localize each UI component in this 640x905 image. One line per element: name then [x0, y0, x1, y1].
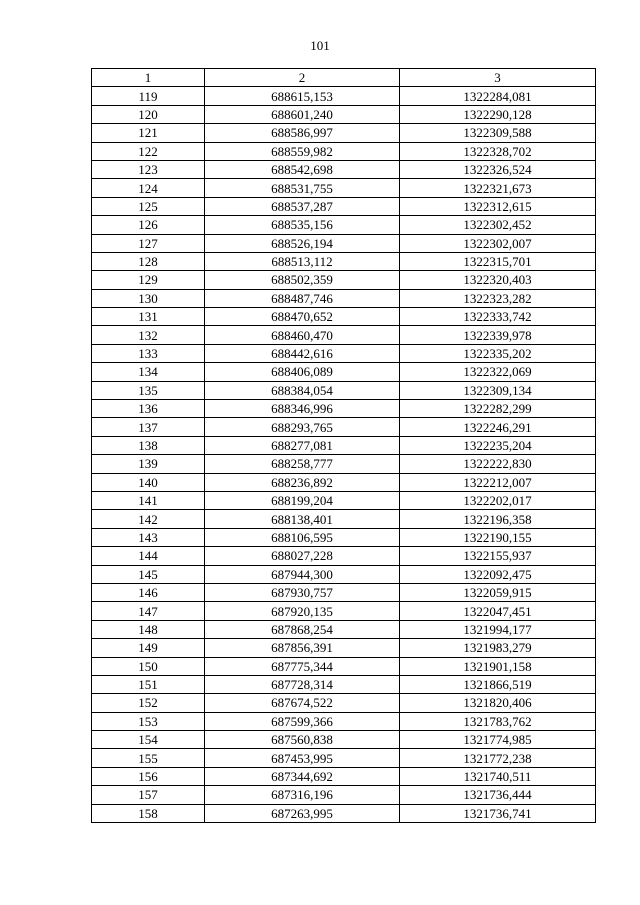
table-cell-col-2: 688535,156	[205, 216, 400, 234]
table-row	[92, 160, 596, 178]
table-row	[92, 252, 596, 270]
table-row	[92, 400, 596, 418]
table-cell-col-2: 687944,300	[205, 565, 400, 583]
table-row	[92, 528, 596, 546]
table-row	[92, 473, 596, 491]
table-cell-col-2: 688293,765	[205, 418, 400, 436]
table-cell-col-2: 687930,757	[205, 583, 400, 601]
table-cell-col-1: 146	[92, 583, 205, 601]
table-cell-col-2: 687316,196	[205, 786, 400, 804]
table-cell-col-1: 144	[92, 547, 205, 565]
table-cell-col-2: 688106,595	[205, 528, 400, 546]
table-cell-col-2: 687344,692	[205, 767, 400, 785]
table-cell-col-2: 688236,892	[205, 473, 400, 491]
table-cell-col-1: 149	[92, 639, 205, 657]
table-cell-col-2: 688487,746	[205, 289, 400, 307]
table-cell-col-3: 1322246,291	[400, 418, 596, 436]
header-row	[92, 69, 596, 87]
table-cell-col-1: 158	[92, 804, 205, 822]
table-cell-col-2: 688138,401	[205, 510, 400, 528]
table-cell-col-1: 156	[92, 767, 205, 785]
table-row	[92, 657, 596, 675]
table-cell-col-1: 127	[92, 234, 205, 252]
header-col-3: 3	[400, 69, 596, 87]
table-row	[92, 602, 596, 620]
table-cell-col-3: 1322222,830	[400, 455, 596, 473]
table-cell-col-3: 1322092,475	[400, 565, 596, 583]
table-cell-col-2: 688542,698	[205, 160, 400, 178]
table-row	[92, 565, 596, 583]
table-cell-col-1: 137	[92, 418, 205, 436]
table-row	[92, 216, 596, 234]
table-cell-col-2: 688258,777	[205, 455, 400, 473]
table-cell-col-3: 1321820,406	[400, 694, 596, 712]
table-cell-col-2: 688615,153	[205, 87, 400, 105]
table-cell-col-2: 688537,287	[205, 197, 400, 215]
table-cell-col-3: 1322312,615	[400, 197, 596, 215]
table-cell-col-3: 1322155,937	[400, 547, 596, 565]
table-row	[92, 289, 596, 307]
table-row	[92, 694, 596, 712]
table-cell-col-2: 688586,997	[205, 124, 400, 142]
table-cell-col-2: 688346,996	[205, 400, 400, 418]
table-cell-col-3: 1321736,444	[400, 786, 596, 804]
table-cell-col-2: 687868,254	[205, 620, 400, 638]
table-cell-col-3: 1321901,158	[400, 657, 596, 675]
table-cell-col-1: 142	[92, 510, 205, 528]
table-row	[92, 87, 596, 105]
table-cell-col-1: 123	[92, 160, 205, 178]
table-row	[92, 547, 596, 565]
table-cell-col-1: 141	[92, 491, 205, 509]
table-cell-col-3: 1322328,702	[400, 142, 596, 160]
table-row	[92, 455, 596, 473]
table-cell-col-3: 1322315,701	[400, 252, 596, 270]
table-cell-col-2: 688526,194	[205, 234, 400, 252]
table-cell-col-2: 688502,359	[205, 271, 400, 289]
table-row	[92, 767, 596, 785]
table-cell-col-3: 1321740,511	[400, 767, 596, 785]
table-cell-col-1: 129	[92, 271, 205, 289]
table-cell-col-3: 1322302,452	[400, 216, 596, 234]
table-cell-col-3: 1322196,358	[400, 510, 596, 528]
table-cell-col-3: 1321783,762	[400, 712, 596, 730]
table-cell-col-2: 687920,135	[205, 602, 400, 620]
table-cell-col-3: 1321866,519	[400, 675, 596, 693]
table-cell-col-1: 157	[92, 786, 205, 804]
table-cell-col-2: 687599,366	[205, 712, 400, 730]
table-cell-col-3: 1322202,017	[400, 491, 596, 509]
table-row	[92, 381, 596, 399]
table-cell-col-1: 148	[92, 620, 205, 638]
table-cell-col-2: 688442,616	[205, 344, 400, 362]
table-row	[92, 105, 596, 123]
table-cell-col-3: 1322212,007	[400, 473, 596, 491]
table-cell-col-3: 1322333,742	[400, 308, 596, 326]
table-cell-col-2: 688460,470	[205, 326, 400, 344]
table-cell-col-1: 132	[92, 326, 205, 344]
table-cell-col-2: 687856,391	[205, 639, 400, 657]
table-cell-col-1: 126	[92, 216, 205, 234]
table-row	[92, 731, 596, 749]
table-cell-col-1: 150	[92, 657, 205, 675]
table-row	[92, 308, 596, 326]
table-cell-col-3: 1322047,451	[400, 602, 596, 620]
table-cell-col-1: 121	[92, 124, 205, 142]
table-cell-col-3: 1322284,081	[400, 87, 596, 105]
table-row	[92, 363, 596, 381]
table-cell-col-3: 1322309,134	[400, 381, 596, 399]
table-cell-col-1: 122	[92, 142, 205, 160]
header-col-1: 1	[92, 69, 205, 87]
table-row	[92, 639, 596, 657]
table-cell-col-2: 688027,228	[205, 547, 400, 565]
page-number: 101	[310, 38, 330, 53]
table-row	[92, 583, 596, 601]
table-cell-col-3: 1322290,128	[400, 105, 596, 123]
table-cell-col-1: 131	[92, 308, 205, 326]
table-cell-col-1: 143	[92, 528, 205, 546]
table-cell-col-3: 1322326,524	[400, 160, 596, 178]
table-cell-col-1: 145	[92, 565, 205, 583]
table-cell-col-1: 152	[92, 694, 205, 712]
table-cell-col-1: 124	[92, 179, 205, 197]
table-cell-col-1: 153	[92, 712, 205, 730]
table-cell-col-1: 154	[92, 731, 205, 749]
table-cell-col-3: 1321774,985	[400, 731, 596, 749]
table-row	[92, 436, 596, 454]
table-cell-col-2: 687453,995	[205, 749, 400, 767]
table-row	[92, 712, 596, 730]
table-cell-col-1: 130	[92, 289, 205, 307]
table-cell-col-3: 1322323,282	[400, 289, 596, 307]
table-cell-col-1: 138	[92, 436, 205, 454]
table-cell-col-2: 687728,314	[205, 675, 400, 693]
table-cell-col-2: 688559,982	[205, 142, 400, 160]
table-row	[92, 142, 596, 160]
coordinates-table	[91, 68, 596, 823]
table-cell-col-2: 687775,344	[205, 657, 400, 675]
table-row	[92, 179, 596, 197]
table-cell-col-1: 120	[92, 105, 205, 123]
table-cell-col-1: 125	[92, 197, 205, 215]
table-cell-col-3: 1321736,741	[400, 804, 596, 822]
table-cell-col-1: 134	[92, 363, 205, 381]
table-row	[92, 620, 596, 638]
table-cell-col-2: 688470,652	[205, 308, 400, 326]
table-cell-col-1: 147	[92, 602, 205, 620]
table-cell-col-1: 136	[92, 400, 205, 418]
table-cell-col-3: 1322059,915	[400, 583, 596, 601]
table-row	[92, 197, 596, 215]
table-cell-col-1: 128	[92, 252, 205, 270]
table-cell-col-2: 688384,054	[205, 381, 400, 399]
table-cell-col-3: 1322309,588	[400, 124, 596, 142]
table-cell-col-3: 1322282,299	[400, 400, 596, 418]
table-row	[92, 491, 596, 509]
table-row	[92, 326, 596, 344]
table-row	[92, 675, 596, 693]
table-cell-col-3: 1322235,204	[400, 436, 596, 454]
table-row	[92, 234, 596, 252]
table-row	[92, 271, 596, 289]
table-cell-col-3: 1322302,007	[400, 234, 596, 252]
table-cell-col-3: 1321994,177	[400, 620, 596, 638]
table-cell-col-3: 1322335,202	[400, 344, 596, 362]
table-row	[92, 786, 596, 804]
table-cell-col-3: 1322322,069	[400, 363, 596, 381]
table-header	[92, 69, 596, 87]
table-cell-col-1: 140	[92, 473, 205, 491]
table-row	[92, 749, 596, 767]
table-cell-col-2: 688513,112	[205, 252, 400, 270]
table-cell-col-3: 1322339,978	[400, 326, 596, 344]
table-cell-col-2: 688531,755	[205, 179, 400, 197]
table-cell-col-2: 687263,995	[205, 804, 400, 822]
table-cell-col-3: 1322320,403	[400, 271, 596, 289]
table-cell-col-3: 1322321,673	[400, 179, 596, 197]
table-cell-col-1: 133	[92, 344, 205, 362]
table-cell-col-2: 688406,089	[205, 363, 400, 381]
table-row	[92, 124, 596, 142]
table-row	[92, 344, 596, 362]
header-col-2: 2	[205, 69, 400, 87]
table-cell-col-1: 119	[92, 87, 205, 105]
table-cell-col-1: 139	[92, 455, 205, 473]
table-cell-col-2: 688601,240	[205, 105, 400, 123]
table-cell-col-1: 151	[92, 675, 205, 693]
table-row	[92, 804, 596, 822]
table-cell-col-3: 1321772,238	[400, 749, 596, 767]
table-cell-col-3: 1321983,279	[400, 639, 596, 657]
table-cell-col-2: 687560,838	[205, 731, 400, 749]
table-row	[92, 510, 596, 528]
table-cell-col-1: 155	[92, 749, 205, 767]
table-cell-col-2: 688277,081	[205, 436, 400, 454]
table-cell-col-2: 688199,204	[205, 491, 400, 509]
table-cell-col-3: 1322190,155	[400, 528, 596, 546]
table-body	[92, 87, 596, 823]
table-row	[92, 418, 596, 436]
table-cell-col-1: 135	[92, 381, 205, 399]
table-cell-col-2: 687674,522	[205, 694, 400, 712]
